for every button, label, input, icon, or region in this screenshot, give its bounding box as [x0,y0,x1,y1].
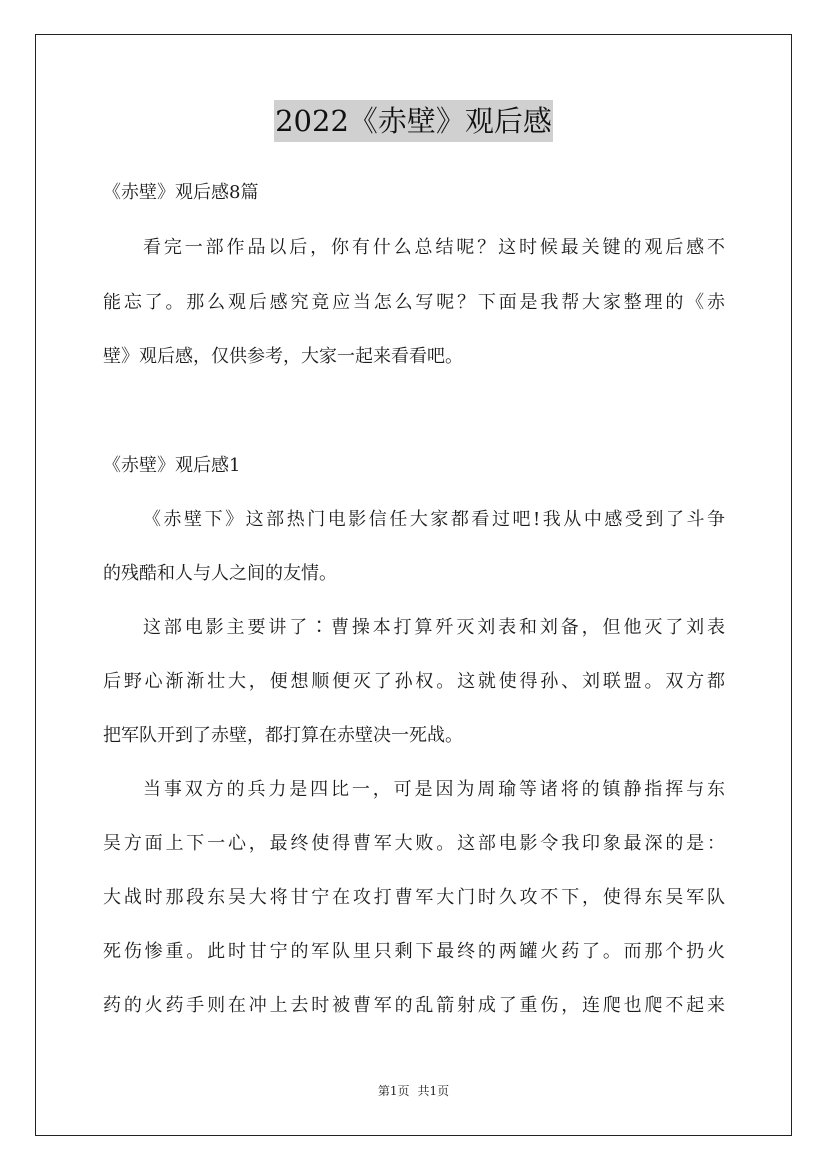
para1-line-1: 《赤壁下》这部热门电影信任大家都看过吧!我从中感受到了斗争 [143,509,725,530]
para1-line-2: 的残酷和人与人之间的友情。 [103,563,337,584]
page-total: 共1页 [417,1084,450,1098]
para3-line-4: 死伤惨重。此时甘宁的军队里只剩下最终的两罐火药了。而那个扔火 [103,941,725,962]
page-footer [0,1083,827,1099]
page-number: 第1页 [377,1084,410,1098]
para3-line-1: 当事双方的兵力是四比一，可是因为周瑜等诸将的镇静指挥与东 [143,779,725,800]
para3-line-5: 药的火药手则在冲上去时被曹军的乱箭射成了重伤，连爬也爬不起来 [103,995,725,1016]
section-heading: 《赤壁》观后感1 [103,455,241,476]
document-title: 2022《赤壁》观后感 [274,100,553,142]
para2-line-1: 这部电影主要讲了∶曹操本打算歼灭刘表和刘备，但他灭了刘表 [143,617,725,638]
document-subtitle: 《赤壁》观后感8篇 [103,182,259,203]
title-container [0,100,827,142]
para3-line-2: 吴方面上下一心，最终使得曹军大败。这部电影令我印象最深的是： [103,833,725,854]
intro-line-2: 能忘了。那么观后感究竟应当怎么写呢？下面是我帮大家整理的《赤 [103,292,725,313]
para3-line-3: 大战时那段东吴大将甘宁在攻打曹军大门时久攻不下，使得东吴军队 [103,887,725,908]
intro-line-3: 壁》观后感，仅供参考，大家一起来看看吧。 [103,346,463,367]
para2-line-2: 后野心渐渐壮大，便想顺便灭了孙权。这就使得孙、刘联盟。双方都 [103,671,725,692]
para2-line-3: 把军队开到了赤壁，都打算在赤壁决一死战。 [103,725,463,746]
intro-line-1: 看完一部作品以后，你有什么总结呢？这时候最关键的观后感不 [143,237,725,258]
